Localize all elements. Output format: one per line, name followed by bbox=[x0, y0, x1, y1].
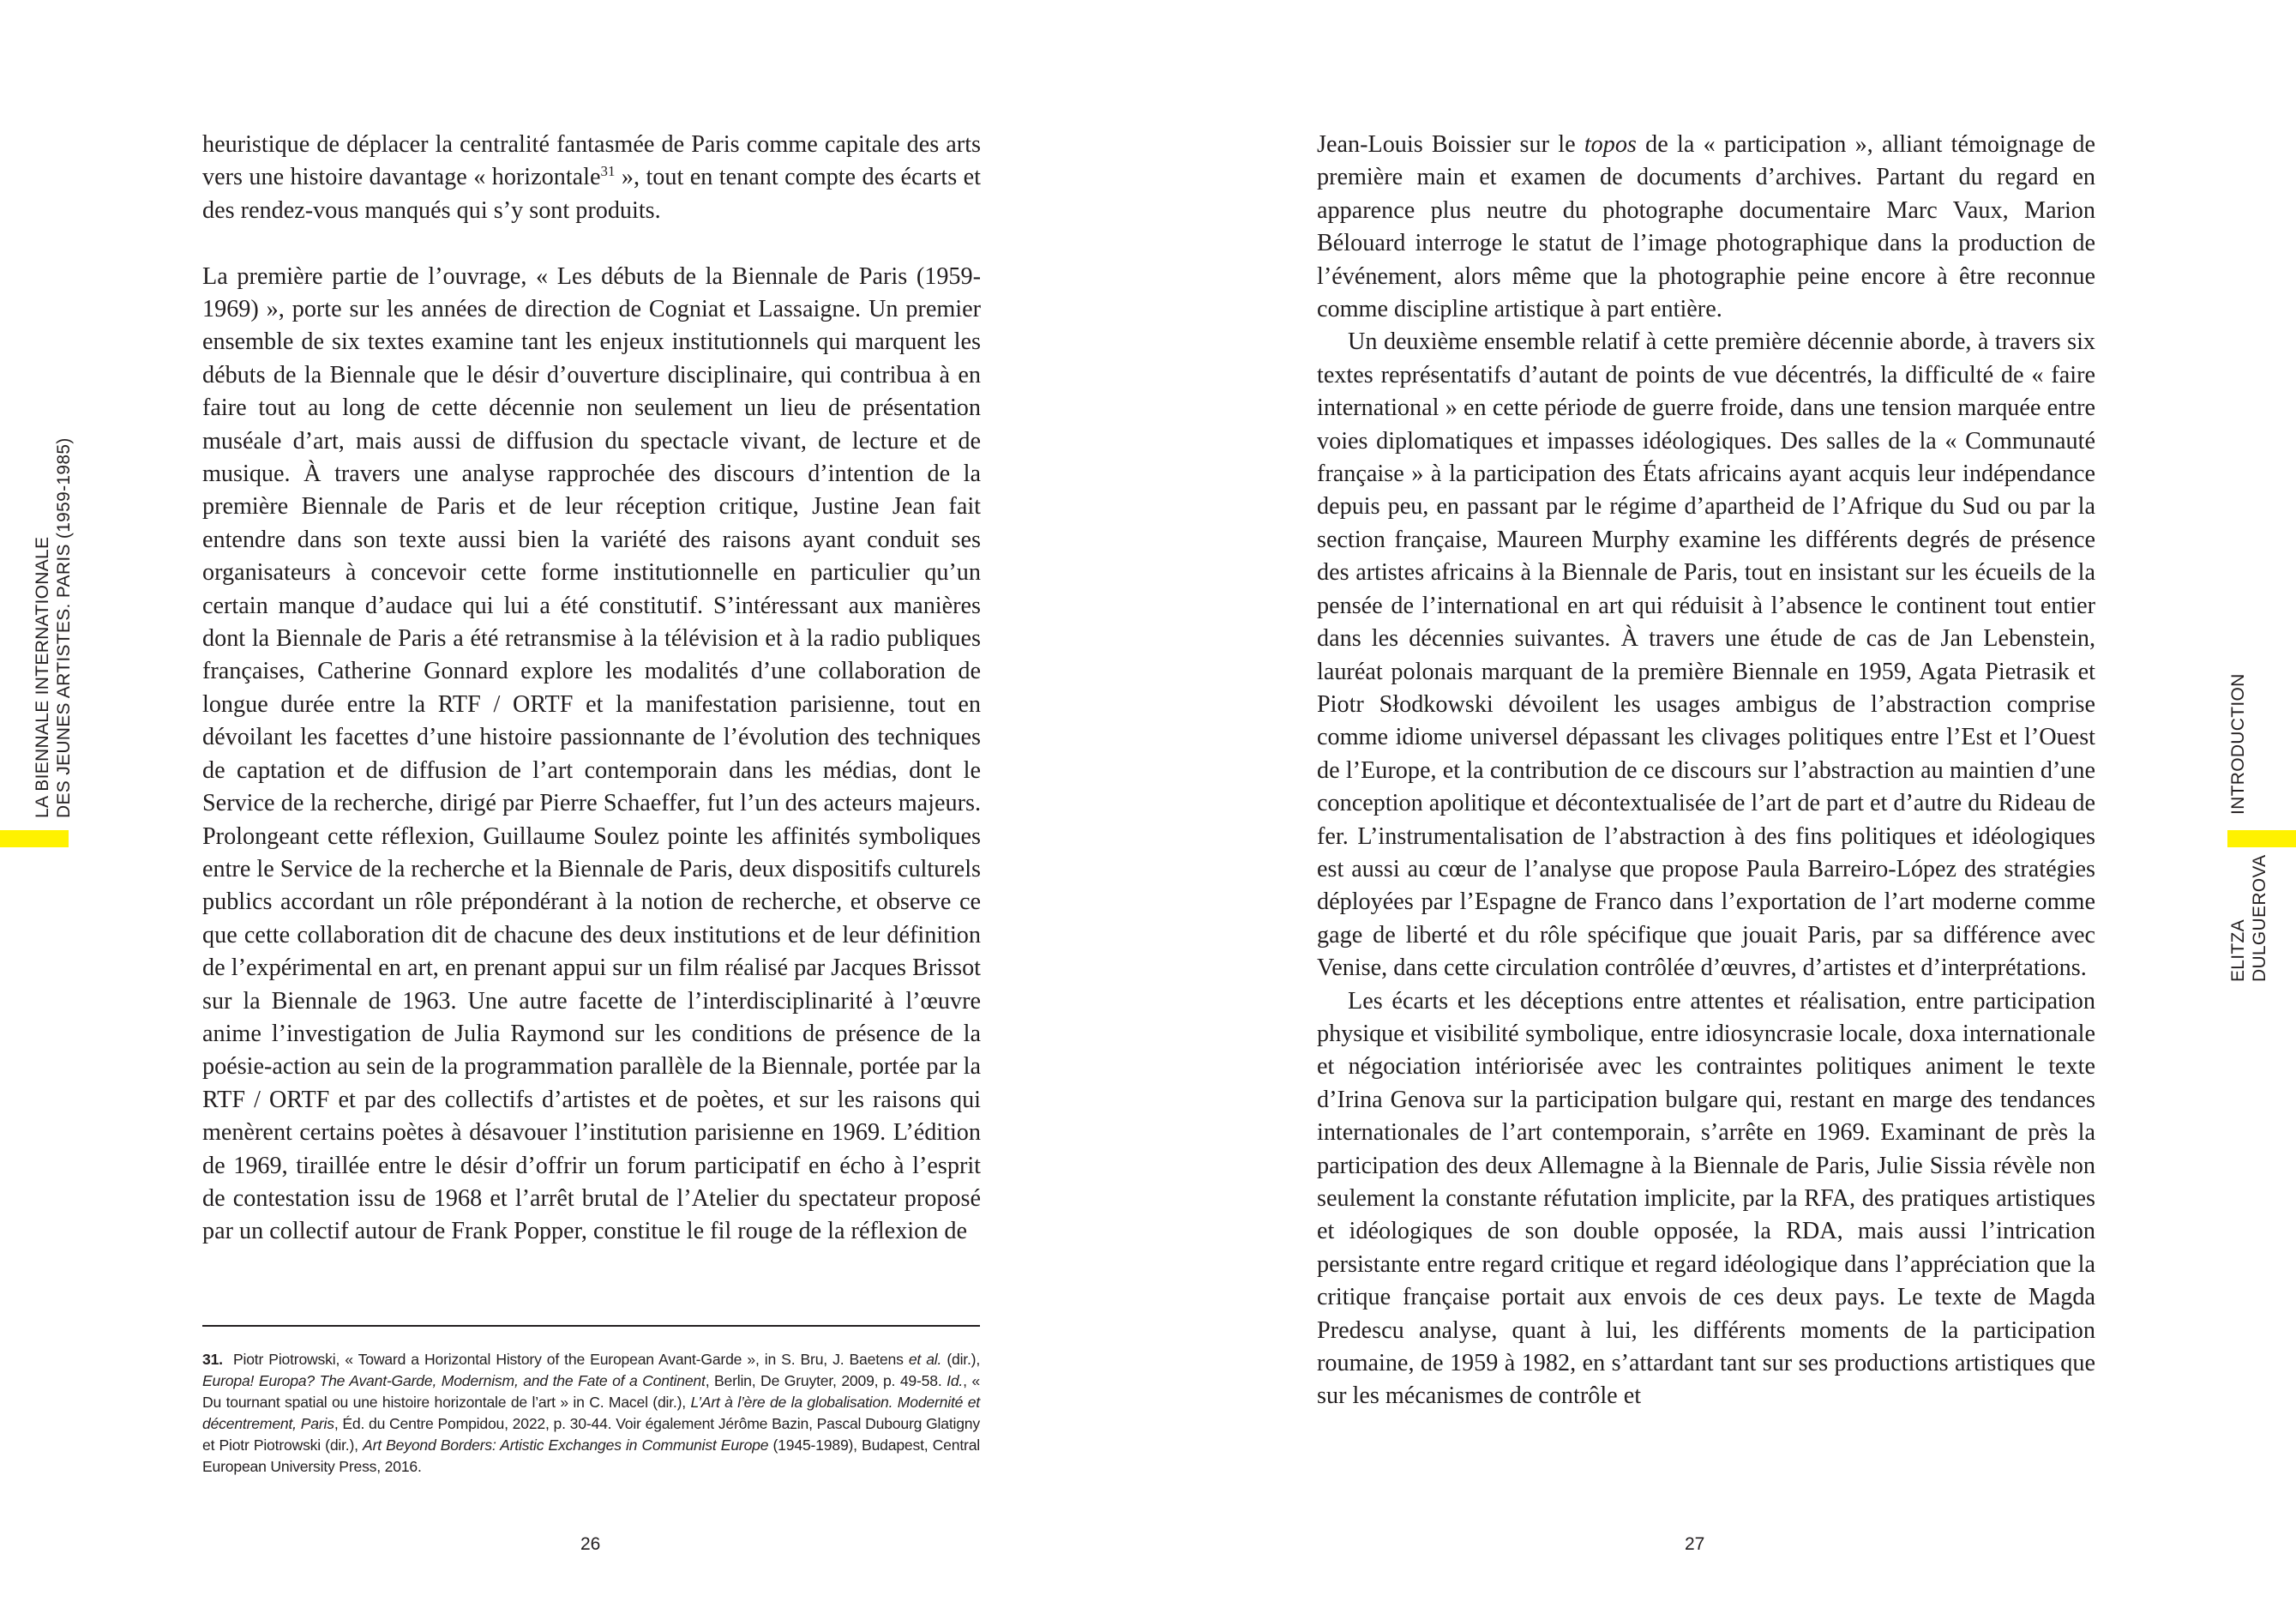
text-run: de la « participation », alliant témoignage de première main et examen de documents d’archives. Partant du regard en apparence plus neutre du photographe documentaire Marc Vaux, Marion Bélouard interroge le statut de l’image photographique dans la production de l’événement, alors même que la photographie peine encore à être reconnue comme discipline artistique à part entière. bbox=[1317, 131, 2095, 323]
left-text-column bbox=[202, 129, 981, 1249]
text-run: , Berlin, De Gruyter, 2009, p. 49-58. bbox=[705, 1372, 947, 1389]
right-text-column bbox=[1317, 129, 2095, 1413]
footnote-reference[interactable]: 31 bbox=[600, 163, 616, 180]
right-page bbox=[1148, 0, 2296, 1614]
italic-text: et al. bbox=[908, 1351, 942, 1368]
yellow-margin-marker bbox=[0, 830, 69, 847]
italic-text: topos bbox=[1584, 131, 1637, 158]
italic-text: Art Beyond Borders: Artistic Exchanges in Communist Europe bbox=[363, 1436, 769, 1454]
paragraph-text: heuristique de déplacer la centralité fantasmée de Paris comme capitale des arts vers une histoire davantage « horizontale bbox=[202, 131, 981, 191]
paragraph-continuation bbox=[1317, 129, 2095, 326]
author-first-name: ELITZA bbox=[2228, 919, 2248, 982]
footnote-separator bbox=[202, 1325, 980, 1327]
italic-text: Europa! Europa? The Avant-Garde, Modernism, and the Fate of a Continent bbox=[202, 1372, 706, 1389]
text-run: , « Du tournant spatial ou une histoire horizontale de l’art » in C. Macel (dir.), bbox=[202, 1372, 981, 1411]
running-head-line-2: DES JEUNES ARTISTES. PARIS (1959-1985) bbox=[54, 437, 74, 818]
author-last-name: DULGUEROVA bbox=[2250, 854, 2269, 982]
italic-text: Id. bbox=[947, 1372, 964, 1389]
text-run: (1945-1989), Budapest, Central European University Press, 2016. bbox=[202, 1436, 980, 1475]
text-run: , Éd. du Centre Pompidou, 2022, p. 30-44. Voir également Jérôme Bazin, Pascal Dubourg Glatigny et Piotr Piotrowski (dir.), bbox=[202, 1415, 980, 1454]
paragraph: Un deuxième ensemble relatif à cette première décennie aborde, à travers six textes représentatifs d’autant de points de vue décentrés, la difficulté de « faire international » en cette période de guerre froide, dans une tension marquée entre voies diplomatiques et impasses idéologiques. Des salles de la « Communauté française » à la participation des États africains ayant acquis leur indépendance depuis peu, en passant par le régime d’apartheid de l’Afrique du Sud ou par la section française, Maureen Murphy examine les différents degrés de présence des artistes africains à la Biennale de Paris, tout en insistant sur les écueils de la pensée de l’international en art qui réduisit à l’absence le continent tout entier dans les décennies suivantes. À travers une étude de cas de Jan Lebenstein, lauréat polonais marquant de la première Biennale en 1959, Agata Pietrasik et Piotr Słodkowski dévoilent les usages ambigus de l’abstraction comprise comme idiome universel dépassant les clivages politiques entre l’Est et l’Ouest de l’Europe, et la contribution de ce discours sur l’abstraction au maintien d’une conception apolitique et décontextualisée de l’art de part et d’autre du Rideau de fer. L’instrumentalisation de l’abstraction à des fins politiques et idéologiques est aussi au cœur de l’analyse que propose Paula Barreiro-López des stratégies déployées par l’Espagne de Franco dans l’exportation de l’art moderne comme gage de liberté et du rôle spécifique que jouait Paris, par sa différence avec Venise, dans cette circulation contrôlée d’œuvres, d’artistes et d’interprétations. bbox=[1317, 328, 2095, 982]
running-head-section: INTRODUCTION bbox=[2228, 673, 2248, 815]
italic-text: L’Art à l’ère de la globalisation. Modernité et décentrement, Paris bbox=[202, 1394, 980, 1432]
running-head-author bbox=[2227, 855, 2270, 982]
paragraph-continuation bbox=[202, 129, 981, 227]
paragraph: La première partie de l’ouvrage, « Les débuts de la Biennale de Paris (1959-1969) », porte sur les années de direction de Cogniat et Lassaigne. Un premier ensemble de six textes examine tant les enjeux institutionnels qui marquent les débuts de la Biennale que le désir d’ouverture disciplinaire, qui contribua à en faire tout au long de cette décennie non seulement un lieu de présentation muséale d’art, mais aussi de diffusion du spectacle vivant, de lecture et de musique. À travers une analyse rapprochée des discours d’intention de la première Biennale de Paris et de leur réception critique, Justine Jean fait entendre dans son texte aussi bien la variété des raisons ayant conduit ses organisateurs à concevoir cette forme institutionnelle en particulier qu’un certain manque d’audace qui lui a été constitutif. S’intéressant aux manières dont la Biennale de Paris a été retransmise à la télévision et à la radio publiques françaises, Catherine Gonnard explore les modalités d’une collaboration de longue durée entre la RTF / ORTF et la manifestation parisienne, tout en dévoilant les facettes d’une histoire passionnante de l’évolution des techniques de captation et de diffusion de l’art contemporain dans les médias, dont le Service de la recherche, dirigé par Pierre Schaeffer, fut l’un des acteurs majeurs. Prolongeant cette réflexion, Guillaume Soulez pointe les affinités symboliques entre le Service de la recherche et la Biennale de Paris, deux dispositifs culturels publics accordant un rôle prépondérant à la notion de recherche, et observe ce que cette collaboration dit de chacune des deux institutions et de leur définition de l’expérimental en art, en prenant appui sur un film réalisé par Jacques Brissot sur la Biennale de 1963. Une autre facette de l’interdisciplinarité à l’œuvre anime l’investigation de Julia Raymond sur les conditions de présence de la poésie-action au sein de la programmation parallèle de la Biennale, portée par la RTF / ORTF et par des collectifs d’artistes et de poètes, et sur les raisons qui menèrent certains poètes à désavouer l’institution parisienne en 1969. L’édition de 1969, tiraillée entre le désir d’offrir un forum participatif en écho à l’esprit de contestation issu de 1968 et l’arrêt brutal de l’Atelier du spectateur proposé par un collectif autour de Frank Popper, constitue le fil rouge de la réflexion de bbox=[202, 262, 981, 1245]
footnote-text bbox=[202, 1351, 980, 1475]
text-run: Jean-Louis Boissier sur le bbox=[1317, 131, 1584, 158]
yellow-margin-marker bbox=[2227, 830, 2296, 847]
page-number: 27 bbox=[1685, 1534, 1705, 1554]
running-head-line-1: LA BIENNALE INTERNATIONALE bbox=[33, 536, 52, 818]
footnote-number: 31. bbox=[202, 1351, 223, 1368]
text-run: Piotr Piotrowski, « Toward a Horizontal History of the European Avant-Garde », in S. Bru, J. Baetens bbox=[227, 1351, 909, 1368]
footnote-31 bbox=[202, 1349, 980, 1478]
paragraph-text: », tout en tenant compte des écarts et des rendez-vous manqués qui s’y sont produits. bbox=[202, 164, 981, 224]
paragraph: Les écarts et les déceptions entre attentes et réalisation, entre participation physique et visibilité symbolique, entre idiosyncrasie locale, doxa internationale et négociation intériorisée avec les contraintes politiques animent le texte d’Irina Genova sur la participation bulgare qui, restant en marge des tendances internationales de l’art contemporain, s’arrête en 1969. Examinant de près la participation des deux Allemagne à la Biennale de Paris, Julie Sissia révèle non seulement la constante réfutation implicite, par la RFA, des pratiques artistiques et idéologiques de son double opposée, la RDA, mais aussi l’intrication persistante entre regard critique et regard idéologique dans l’appréciation que la critique française portait aux envois de ces deux pays. Le texte de Magda Predescu analyse, quant à lui, les différents moments de la participation roumaine, de 1959 à 1982, en s’attardant tant sur ses productions artistiques que sur les mécanismes de contrôle et bbox=[1317, 987, 2095, 1410]
page-number: 26 bbox=[580, 1534, 601, 1554]
running-head-book-title bbox=[32, 437, 75, 818]
text-run: (dir.), bbox=[941, 1351, 981, 1368]
